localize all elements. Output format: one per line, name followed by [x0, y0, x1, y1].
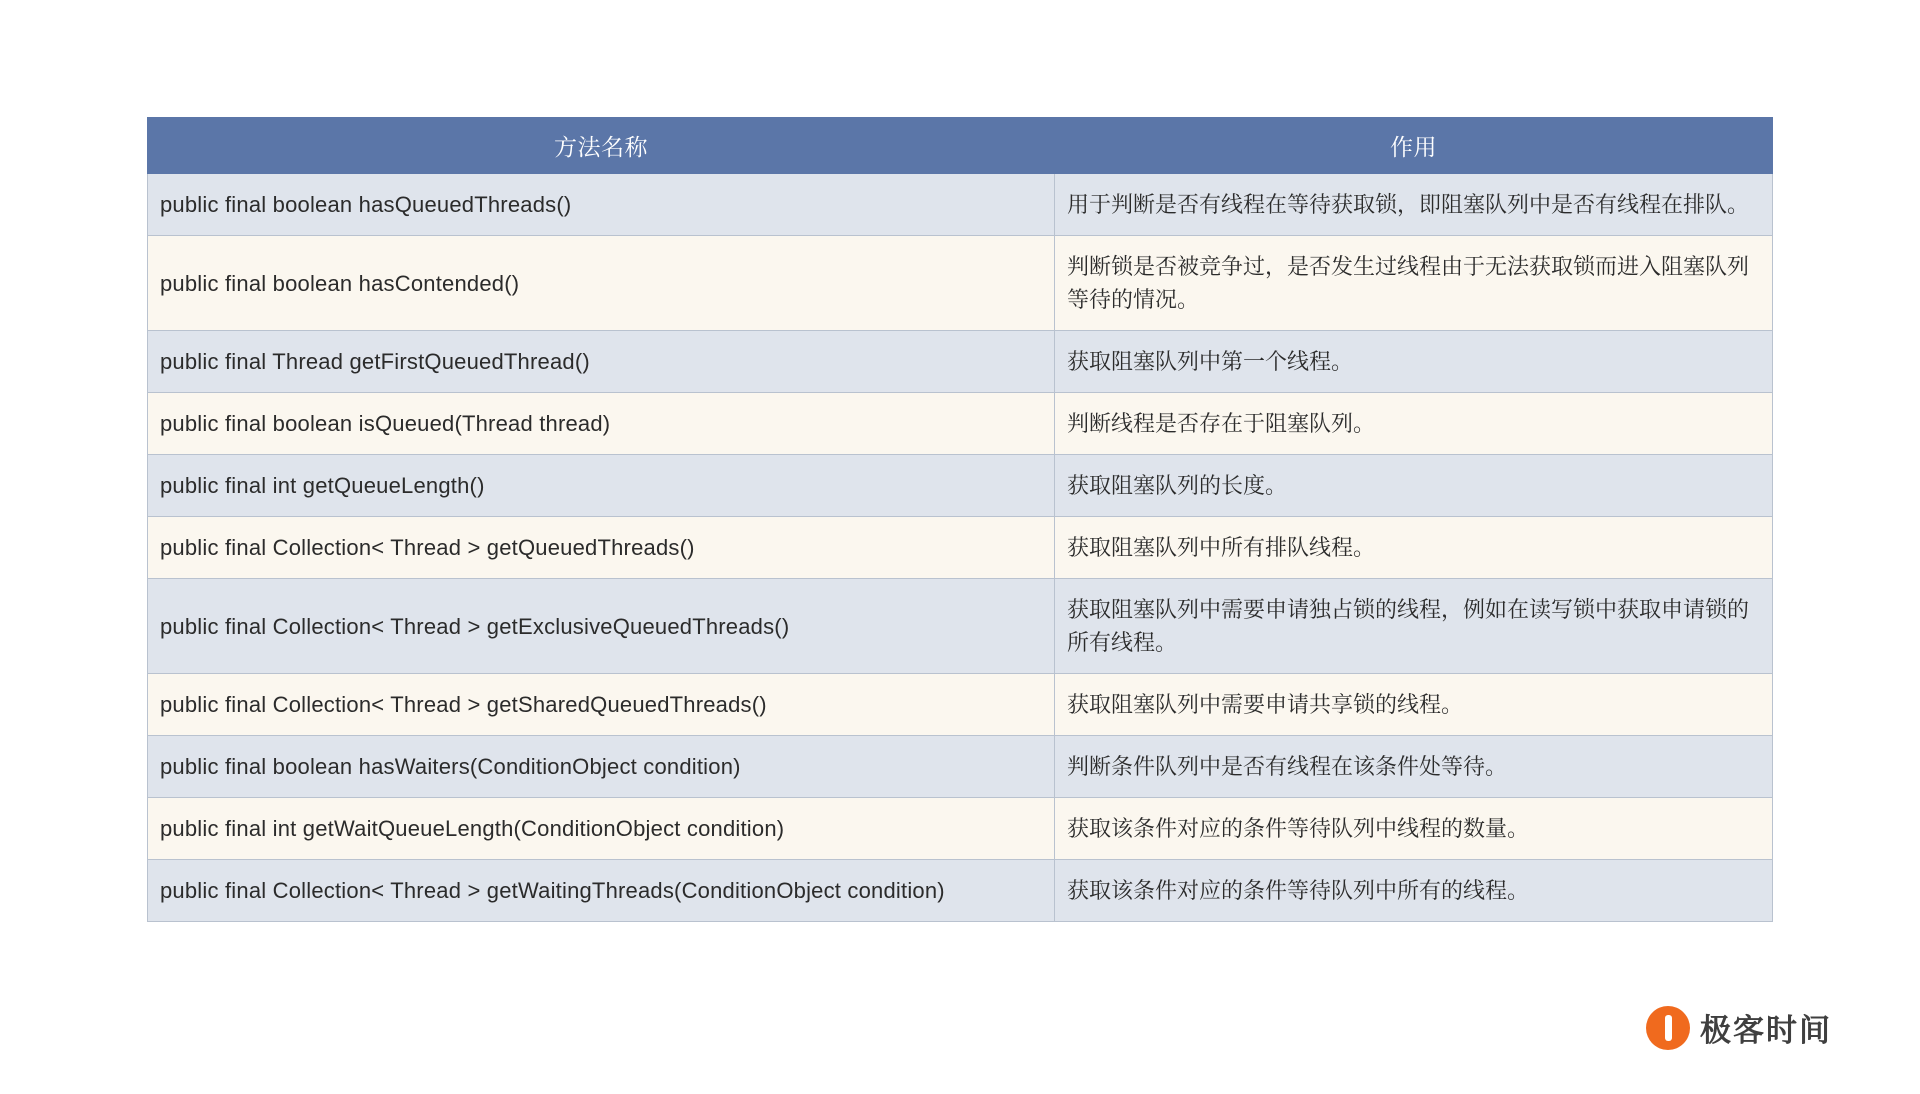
methods-table	[147, 117, 1773, 922]
table-row	[148, 674, 1773, 736]
table-row	[148, 236, 1773, 331]
table-row	[148, 331, 1773, 393]
table-header-row	[148, 118, 1773, 174]
cell-method: public final Collection< Thread > getQueuedThreads()	[148, 517, 1055, 579]
cell-method: public final Collection< Thread > getSharedQueuedThreads()	[148, 674, 1055, 736]
table-row	[148, 579, 1773, 674]
table-header	[148, 118, 1773, 174]
cell-purpose: 获取阻塞队列中需要申请共享锁的线程。	[1055, 674, 1773, 736]
table-row	[148, 736, 1773, 798]
table-row	[148, 860, 1773, 922]
table-row	[148, 174, 1773, 236]
cell-purpose: 获取该条件对应的条件等待队列中所有的线程。	[1055, 860, 1773, 922]
cell-method: public final int getQueueLength()	[148, 455, 1055, 517]
watermark-label: 极客时间	[1700, 1013, 1832, 1049]
cell-method: public final int getWaitQueueLength(ConditionObject condition)	[148, 798, 1055, 860]
column-header-method: 方法名称	[148, 118, 1055, 174]
table-row	[148, 455, 1773, 517]
cell-purpose: 判断线程是否存在于阻塞队列。	[1055, 393, 1773, 455]
cell-purpose: 判断条件队列中是否有线程在该条件处等待。	[1055, 736, 1773, 798]
geekbang-logo-icon	[1646, 1006, 1690, 1050]
watermark	[1646, 1005, 1832, 1050]
cell-purpose: 判断锁是否被竞争过，是否发生过线程由于无法获取锁而进入阻塞队列等待的情况。	[1055, 236, 1773, 331]
table-row	[148, 517, 1773, 579]
cell-purpose: 获取阻塞队列中所有排队线程。	[1055, 517, 1773, 579]
cell-purpose: 获取该条件对应的条件等待队列中线程的数量。	[1055, 798, 1773, 860]
cell-purpose: 获取阻塞队列中需要申请独占锁的线程，例如在读写锁中获取申请锁的所有线程。	[1055, 579, 1773, 674]
cell-method: public final boolean isQueued(Thread thread)	[148, 393, 1055, 455]
cell-purpose: 用于判断是否有线程在等待获取锁，即阻塞队列中是否有线程在排队。	[1055, 174, 1773, 236]
column-header-purpose: 作用	[1055, 118, 1773, 174]
cell-method: public final boolean hasContended()	[148, 236, 1055, 331]
cell-purpose: 获取阻塞队列的长度。	[1055, 455, 1773, 517]
cell-method: public final Collection< Thread > getExclusiveQueuedThreads()	[148, 579, 1055, 674]
cell-method: public final boolean hasQueuedThreads()	[148, 174, 1055, 236]
table-row	[148, 798, 1773, 860]
cell-purpose: 获取阻塞队列中第一个线程。	[1055, 331, 1773, 393]
cell-method: public final boolean hasWaiters(ConditionObject condition)	[148, 736, 1055, 798]
table-row	[148, 393, 1773, 455]
cell-method: public final Collection< Thread > getWaitingThreads(ConditionObject condition)	[148, 860, 1055, 922]
methods-table-container	[147, 117, 1772, 922]
table-body	[148, 174, 1773, 922]
cell-method: public final Thread getFirstQueuedThread()	[148, 331, 1055, 393]
